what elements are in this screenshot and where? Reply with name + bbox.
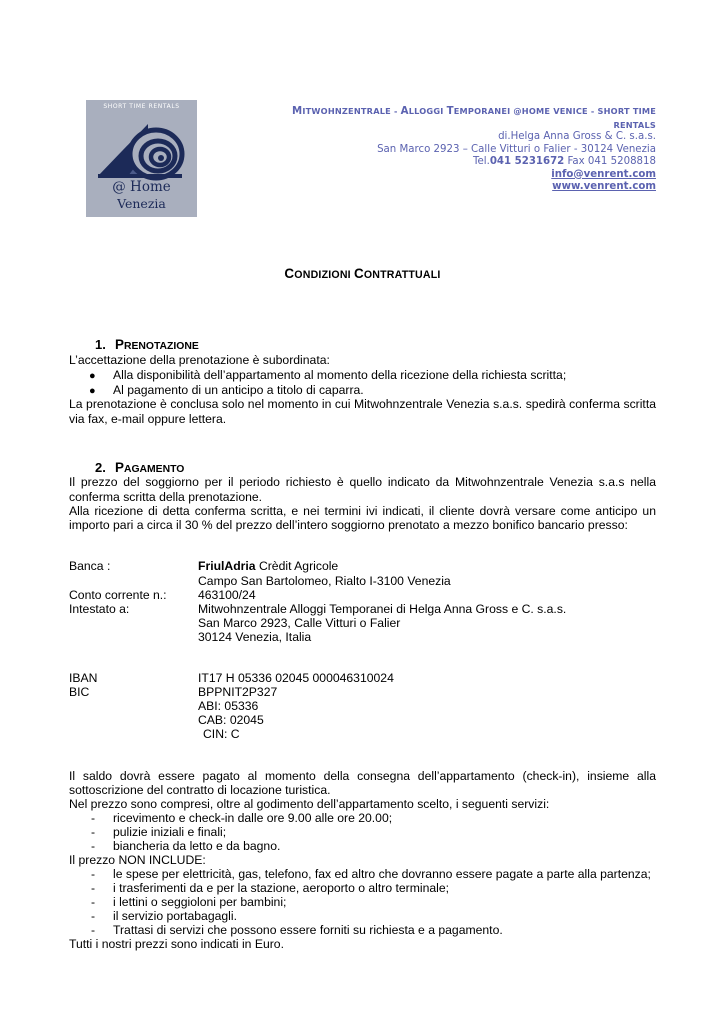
cab-value: CAB: 02045 [198, 713, 264, 727]
not-included-title: Il prezzo NON INCLUDE: [69, 853, 206, 867]
company-logo [86, 100, 197, 217]
iban-label: IBAN [69, 671, 98, 685]
holder-address: San Marco 2923, Calle Vitturi o Falier [198, 616, 401, 630]
list-item: ● [89, 385, 96, 397]
email-link[interactable]: info@venrent.com [551, 168, 656, 180]
list-item: - [91, 895, 96, 909]
letterhead-phone: Tel.041 5231672 Fax 041 5208818 [473, 156, 656, 167]
cin-value: CIN: C [203, 727, 240, 741]
paragraph-line: Il prezzo del soggiorno per il periodo richiesto è quello indicato da Mitwohnzentrale Venezia s.a.s nella [69, 475, 656, 489]
logo-text-venezia: Venezia [117, 196, 166, 211]
logo-tagline: SHORT TIME RENTALS [103, 103, 180, 110]
letterhead-address: San Marco 2923 – Calle Vitturi o Falier - 30124 Venezia [377, 143, 656, 155]
list-item-text: il servizio portabagagli. [113, 909, 237, 923]
letterhead-title: MITWOHNZENTRALE - ALLOGGI TEMPORANEI @HOME VENICE - SHORT TIME RENTALS [292, 106, 656, 130]
section-heading-prenotazione: 1. PRENOTAZIONE [95, 337, 199, 352]
document-title: CONDIZIONI CONTRATTUALI [284, 266, 441, 281]
list-item: - [91, 811, 96, 825]
letterhead-company: di.Helga Anna Gross & C. s.a.s. [498, 131, 656, 142]
prenotazione-intro: L’accettazione della prenotazione è subordinata: [69, 353, 330, 367]
paragraph-line: importo pari a circa il 30 % del prezzo dell’intero soggiorno prenotato a mezzo bonifico bancario presso: [69, 518, 628, 532]
list-item-text: Alla disponibilità dell’appartamento al momento della ricezione della richiesta scritta; [113, 368, 567, 382]
paragraph-line: Il saldo dovrà essere pagato al momento della consegna dell’appartamento (check-in), insieme alla [69, 769, 656, 783]
list-item: - [91, 867, 96, 881]
list-item-text: ricevimento e check-in dalle ore 9.00 alle ore 20.00; [113, 811, 393, 825]
list-item-text: i lettini o seggioloni per bambini; [113, 895, 287, 909]
abi-value: ABI: 05336 [198, 699, 259, 713]
list-item: - [91, 881, 96, 895]
holder-city: 30124 Venezia, Italia [198, 630, 312, 644]
list-item-text: pulizie iniziali e finali; [113, 825, 227, 839]
list-item-text: le spese per elettricità, gas, telefono, fax ed altro che dovranno essere pagate a parte alla partenza; [113, 867, 651, 881]
holder-label: Intestato a: [69, 602, 130, 616]
prices-note: Tutti i nostri prezzi sono indicati in Euro. [69, 937, 284, 951]
bic-label: BIC [69, 685, 90, 699]
section-heading-pagamento: 2. PAGAMENTO [95, 460, 185, 475]
website-link[interactable]: www.venrent.com [552, 181, 656, 192]
spiral-icon [86, 110, 197, 190]
list-item-text: Trattasi di servizi che possono essere forniti su richiesta e a pagamento. [113, 923, 503, 937]
account-number: 463100/24 [198, 588, 256, 602]
paragraph-line: La prenotazione è conclusa solo nel momento in cui Mitwohnzentrale Venezia s.a.s. spedirà conferma scritta [69, 397, 656, 411]
holder-name: Mitwohnzentrale Alloggi Temporanei di Helga Anna Gross e C. s.a.s. [198, 602, 567, 616]
list-item: - [91, 839, 96, 853]
paragraph-line: conferma scritta della prenotazione. [69, 490, 263, 504]
paragraph-line: sottoscrizione del contratto di locazione turistica. [69, 783, 331, 797]
paragraph-line: Alla ricezione di detta conferma scritta, e nei termini ivi indicati, il cliente dovrà versare come anticipo un [69, 504, 656, 518]
list-item-text: i trasferimenti da e per la stazione, aeroporto o altro terminale; [113, 881, 450, 895]
list-item-text: Al pagamento di un anticipo a titolo di caparra. [113, 383, 364, 397]
bank-branch: Campo San Bartolomeo, Rialto I-3100 Venezia [198, 574, 451, 588]
bank-label: Banca : [69, 559, 111, 573]
list-item: - [91, 909, 96, 923]
list-item: - [91, 825, 96, 839]
letterhead [250, 105, 656, 194]
logo-text-home: @ Home [112, 179, 171, 195]
bic-value: BPPNIT2P327 [198, 685, 278, 699]
list-item-text: biancheria da letto e da bagno. [113, 839, 281, 853]
bank-name: FriulAdria Crèdit Agricole [198, 559, 339, 573]
paragraph-line: via fax, e-mail oppure lettera. [69, 412, 227, 426]
list-item: - [91, 923, 96, 937]
iban-value: IT17 H 05336 02045 000046310024 [198, 671, 394, 685]
account-label: Conto corrente n.: [69, 588, 167, 602]
paragraph-line: Nel prezzo sono compresi, oltre al godimento dell’appartamento scelto, i seguenti servizi: [69, 797, 550, 811]
list-item: ● [89, 370, 96, 382]
